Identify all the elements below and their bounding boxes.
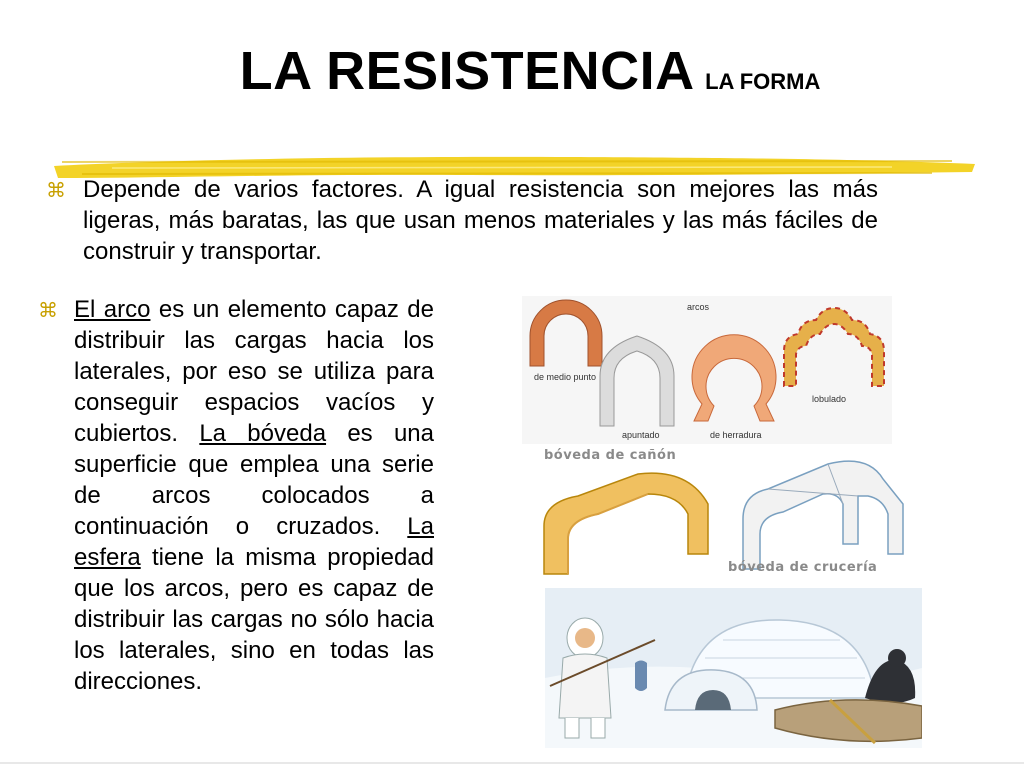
link-la-boveda[interactable]: La bóveda [199, 420, 327, 447]
text-esfera-description: tiene la misma propiedad que los arcos, pero es capaz de distribuir las cargas no sólo hacia los laterales, sino en todas las direcciones. [74, 544, 434, 695]
link-la-esfera[interactable]: La esfera [74, 513, 434, 571]
igloo-illustration [545, 588, 922, 748]
bullet-1-text: Depende de varios factores. A igual resistencia son mejores las más ligeras, más baratas, las que usan menos materiales y las más fáciles de construir y transportar. [83, 176, 878, 265]
label-herradura: de herradura [710, 430, 762, 440]
vaults-illustration [538, 444, 923, 576]
title-main: LA RESISTENCIA [239, 41, 695, 101]
arches-heading: arcos [687, 302, 710, 312]
command-key-icon: ⌘ [46, 178, 66, 202]
label-boveda-canon: bóveda de cañón [544, 448, 677, 463]
slide-title [0, 40, 1024, 102]
label-medio-punto: de medio punto [534, 372, 597, 382]
text-boveda-description: es una superficie que emplea una serie de arcos colocados a continuación o cruzados. [74, 420, 434, 540]
title-subtitle: LA FORMA [705, 69, 821, 94]
command-key-icon: ⌘ [38, 298, 58, 322]
label-apuntado: apuntado [622, 430, 660, 440]
label-boveda-cruceria: bóveda de crucería [728, 560, 878, 575]
footer-divider [0, 762, 1024, 764]
text-arco-description: es un elemento capaz de distribuir las cargas hacia los laterales, por eso se utiliza para conseguir espacios vacíos y cubiertos. [74, 296, 434, 447]
bullet-2-text [74, 294, 434, 697]
link-el-arco[interactable]: El arco [74, 296, 151, 323]
arches-illustration [522, 296, 892, 444]
label-lobulado: lobulado [812, 394, 847, 404]
